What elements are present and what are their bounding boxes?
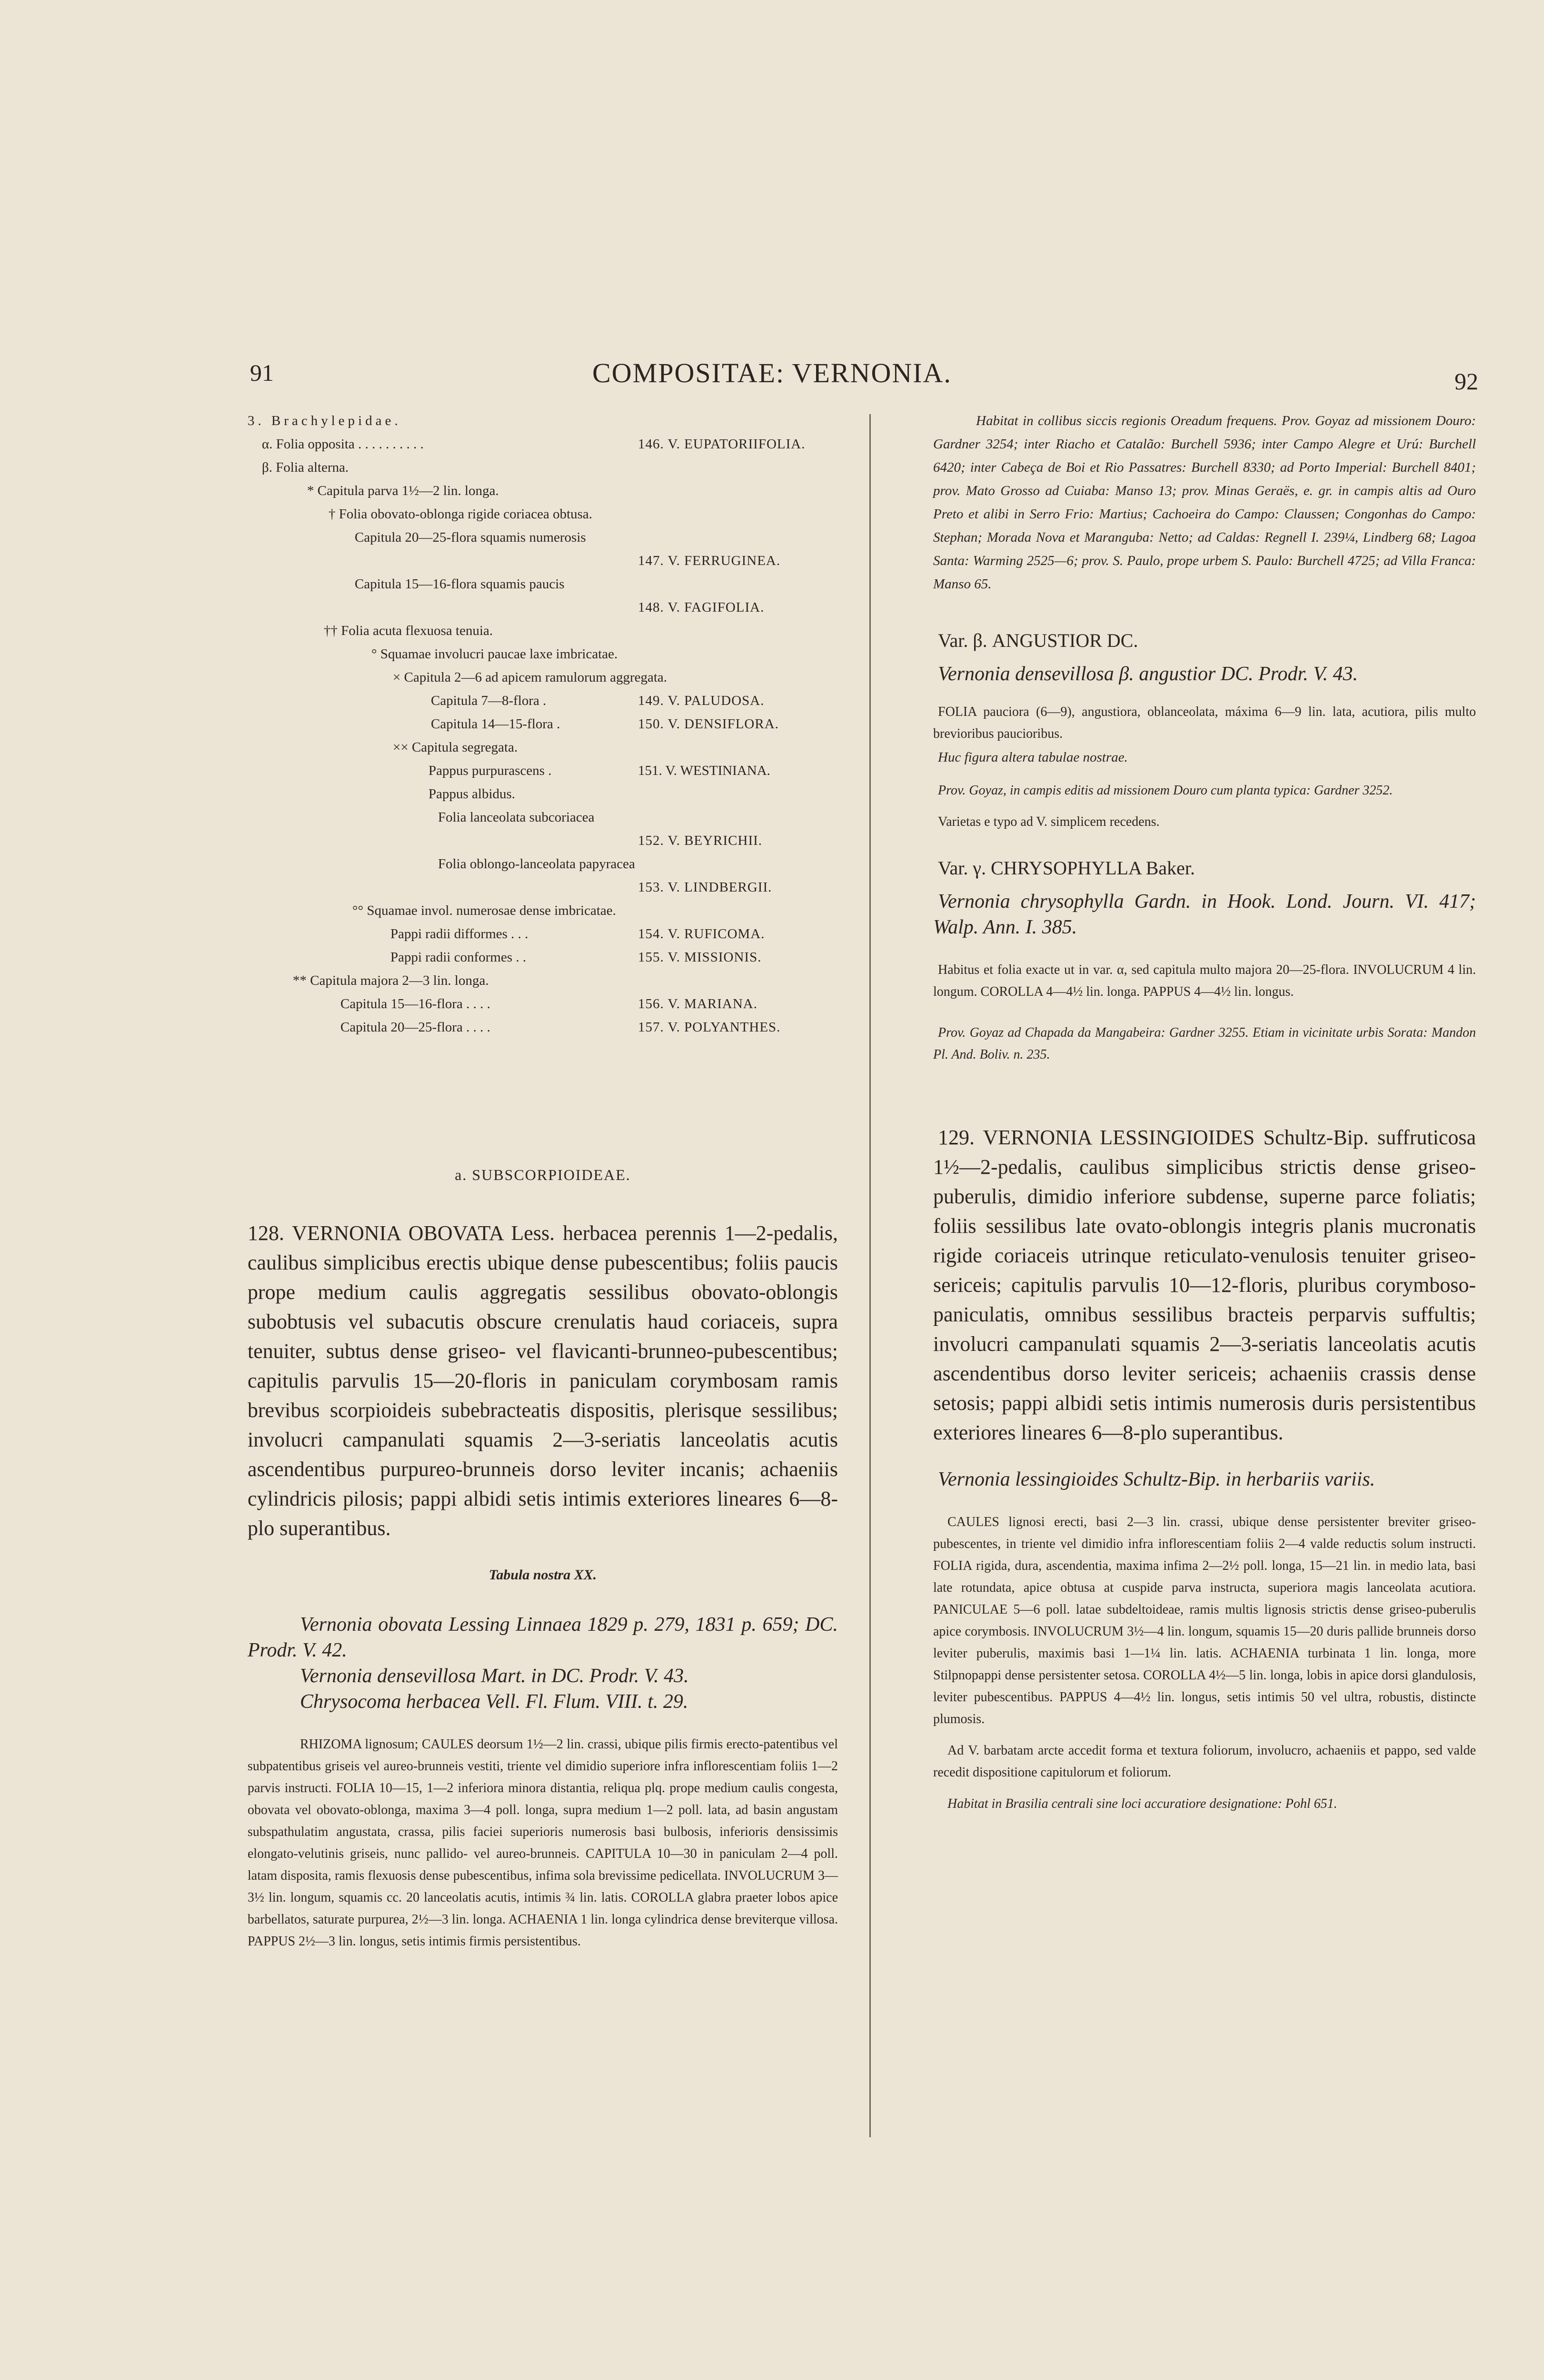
variety-beta-province: Prov. Goyaz, in campis editis ad missionem Douro cum planta typica: Gardner 3252.	[938, 783, 1393, 798]
key-line: ** Capitula majora 2—3 lin. longa.	[293, 973, 489, 988]
key-ref: 154. V. RUFICOMA.	[638, 926, 765, 942]
variety-beta-note: Varietas e typo ad V. simplicem recedens.	[938, 814, 1160, 829]
species-129-morphology: CAULES lignosi erecti, basi 2—3 lin. crassi, ubique dense persistenter breviter griseo-pubescentes, in triente vel dimidio infra inflorescentiam foliis 2—4 valde reductis solum instructi. FOLIA rigida, dura, ascendentia, maxima infima 2—2½ poll. longa, 15—21 lin. in medio lata, basi late rotundata, apice obtusa at cuspide parva instructa, superiora magis lanceolata acutiora. PANICULAE 5—6 poll. latae subdeltoideae, ramis multis lignosis strictis dense griseo-puberulis apice corymbosis. INVOLUCRUM 3½—4 lin. longum, squamis 15—20 duris pallide brunneis dorso leviter puberulis, maximis basi 1—1¼ lin. latis. ACHAENIA turbinata 1 lin. longa, more Stilpnopappi dense persistenter setosa. COROLLA 4½—5 lin. longa, lobis in apice dorsi glandulosis, leviter pubescentibus. PAPPUS 4—4½ lin. longus, setis intimis 50 vel ultra, robustis, distincte plumosis.	[933, 1515, 1476, 1726]
species-128-description: 128. VERNONIA OBOVATA Less. herbacea perennis 1—2-pedalis, caulibus simplicibus erectis ubique dense pubescentibus; foliis paucis prope medium caulis aggregatis sessilibus obovato-oblongis subobtusis vel subacutis obscure crenulatis haud coriaceis, supra tenuiter, subtus dense griseo- vel flavicanti-brunneo-pubescentibus; capitulis parvulis 15—20-floris in paniculam corymbosam ramis brevibus scorpioideis subebracteatis dispositis, plerisque sessilibus; involucri campanulati squamis 2—3-seriatis lanceolatis acutis ascendentibus purpureo-brunneis dorso leviter incanis; achaeniis cylindricis pilosis; pappi albidi setis intimis exteriores lineares 6—8-plo superantibus.	[248, 1221, 838, 1540]
key-line: ×× Capitula segregata.	[393, 740, 518, 755]
key-line: ° Squamae involucri paucae laxe imbricatae.	[371, 646, 618, 662]
key-ref: 156. V. MARIANA.	[638, 996, 757, 1012]
key-line: Folia oblongo-lanceolata papyracea	[438, 856, 635, 872]
key-line: Capitula 14—15-flora .	[431, 716, 560, 732]
species-129-description: 129. VERNONIA LESSINGIOIDES Schultz-Bip. suffruticosa 1½—2-pedalis, caulibus simplicibus strictis dense griseo-puberulis, dimidio inferiore subdense, superne parce foliatis; foliis sessilibus late ovato-oblongis integris planis mucronatis rigide coriaceis utrinque reticulato-venulosis tenuiter griseo-sericeis; capitulis parvulis 10—12-floris, pluribus corymboso-paniculatis, omnibus sessilibus bracteis perparvis suffultis; involucri campanulati squamis 2—3-seriatis lanceolatis acutis ascendentibus dorso leviter sericeis; achaeniis crassis dense setosis; pappi albidi setis intimis numerosis duris persistentibus exteriores lineares 6—8-plo superantibus.	[933, 1126, 1476, 1444]
synonym: Vernonia densevillosa Mart. in DC. Prodr. V. 43.	[300, 1665, 689, 1687]
page-number-right: 92	[1454, 368, 1478, 395]
section-title: a. SUBSCORPIOIDEAE.	[455, 1166, 631, 1183]
key-ref: 155. V. MISSIONIS.	[638, 950, 762, 965]
key-line: Folia lanceolata subcoriacea	[438, 810, 595, 825]
variety-gamma-description: Habitus et folia exacte ut in var. α, sed capitula multo majora 20—25-flora. INVOLUCRUM 4 lin. longum. COROLLA 4—4½ lin. longa. PAPPUS 4—4½ lin. longus.	[933, 962, 1476, 999]
key-ref: 152. V. BEYRICHII.	[638, 833, 763, 848]
variety-gamma-title: Var. γ. CHRYSOPHYLLA Baker.	[938, 857, 1195, 879]
key-ref: 146. V. EUPATORIIFOLIA.	[638, 436, 806, 452]
synonym: Chrysocoma herbacea Vell. Fl. Flum. VIII. t. 29.	[300, 1691, 688, 1713]
key-ref: 151. V. WESTINIANA.	[638, 763, 770, 778]
key-line: † Folia obovato-oblonga rigide coriacea obtusa.	[329, 506, 593, 522]
species-129-note: Ad V. barbatam arcte accedit forma et textura foliorum, involucro, achaeniis et pappo, sed valde recedit dispositione capitulorum et foliorum.	[933, 1743, 1476, 1780]
page-number-left: 91	[250, 359, 274, 386]
synonym: Vernonia obovata Lessing Linnaea 1829 p. 279, 1831 p. 659; DC. Prodr. V. 42.	[248, 1614, 838, 1661]
key-line: * Capitula parva 1½—2 lin. longa.	[307, 483, 499, 498]
right-column	[933, 409, 1476, 1815]
key-ref: 153. V. LINDBERGII.	[638, 880, 772, 895]
running-title: COMPOSITAE: VERNONIA.	[592, 357, 952, 388]
key-line: 3. Brachylepidae.	[248, 413, 401, 428]
column-divider	[869, 414, 871, 2137]
key-line: Capitula 15—16-flora . . . .	[340, 996, 490, 1012]
key-line: Pappi radii conformes . .	[390, 950, 527, 965]
variety-gamma-province: Prov. Goyaz ad Chapada da Mangabeira: Gardner 3255. Etiam in vicinitate urbis Sorata: Mandon Pl. And. Boliv. n. 235.	[933, 1025, 1476, 1062]
key-line: °° Squamae invol. numerosae dense imbricatae.	[352, 903, 616, 918]
key-ref: 147. V. FERRUGINEA.	[638, 553, 781, 568]
key-line: †† Folia acuta flexuosa tenuia.	[324, 623, 493, 638]
plate-reference: Tabula nostra XX.	[488, 1567, 597, 1583]
left-column	[248, 1166, 838, 1953]
key-ref: 150. V. DENSIFLORA.	[638, 716, 779, 732]
key-line: β. Folia alterna.	[262, 460, 349, 475]
variety-beta-description: FOLIA pauciora (6—9), angustiora, oblanceolata, máxima 6—9 lin. lata, acutiora, pilis multo brevioribus paucioribus.	[933, 704, 1476, 741]
variety-beta-title: Var. β. ANGUSTIOR DC.	[938, 630, 1138, 651]
habitat-129: Habitat in Brasilia centrali sine loci accuratiore designatione: Pohl 651.	[947, 1796, 1337, 1811]
key-ref: 157. V. POLYANTHES.	[638, 1020, 781, 1035]
variety-beta-figure: Huc figura altera tabulae nostrae.	[938, 750, 1128, 765]
variety-gamma-synonym: Vernonia chrysophylla Gardn. in Hook. Lond. Journ. VI. 417; Walp. Ann. I. 385.	[933, 891, 1476, 938]
key-line: Pappi radii difformes . . .	[390, 926, 528, 942]
key-ref: 149. V. PALUDOSA.	[638, 693, 765, 708]
page-header	[0, 357, 1544, 395]
key-line: Capitula 20—25-flora . . . .	[340, 1020, 490, 1035]
variety-beta-synonym: Vernonia densevillosa β. angustior DC. Prodr. V. 43.	[938, 663, 1358, 685]
habitat-128: Habitat in collibus siccis regionis Oreadum frequens. Prov. Goyaz ad missionem Douro: Gardner 3254; inter Riacho et Catalão: Burchell 5936; inter Campo Alegre et Urú: Burchell 6420; inter Cabeça de Boi et Rio Passatres: Burchell 8330; ad Porto Imperial: Burchell 8401; prov. Mato Grosso ad Cuiaba: Manso 13; prov. Minas Geraës, e. gr. in campis altis ad Ouro Preto et alibi in Serro Frio: Martius; Cachoeira do Campo: Claussen; Congonhas do Campo: Stephan; Morada Nova et Maranguba: Netto; ad Caldas: Regnell I. 239¼, Lindberg 68; Lagoa Santa: Warming 2525—6; prov. S. Paulo, prope urbem S. Paulo: Burchell 4725; ad Villa Franca: Manso 65.	[933, 413, 1476, 592]
key-line: Capitula 15—16-flora squamis paucis	[355, 576, 565, 592]
key-ref: 148. V. FAGIFOLIA.	[638, 600, 765, 615]
key-line: × Capitula 2—6 ad apicem ramulorum aggregata.	[393, 670, 667, 685]
key-line: Pappus albidus.	[428, 786, 516, 802]
key-line: Capitula 7—8-flora .	[431, 693, 547, 708]
key-line: α. Folia opposita . . . . . . . . . .	[262, 436, 424, 452]
key-line: Pappus purpurascens .	[428, 763, 552, 778]
species-128-morphology: RHIZOMA lignosum; CAULES deorsum 1½—2 lin. crassi, ubique pilis firmis erecto-patentibus vel subpatentibus griseis vel aureo-brunneis vestiti, triente vel dimidio superiore infra inflorescentiam foliis 1—2 parvis instructi. FOLIA 10—15, 1—2 inferiora minora distantia, reliqua plq. prope medium caulis congesta, obovata vel obovato-oblonga, maxima 3—4 poll. longa, supra medium 1—2 poll. lata, ad basin angustam subspathulatim angustata, crassa, pilis faciei superioris numerosis basi bulbosis, inferioris densissimis elongato-velutinis griseis, nunc pallido- vel aureo-brunneis. CAPITULA 10—30 in paniculam 2—4 poll. latam disposita, ramis flexuosis dense pubescentibus, infima sola brevissime pedicellata. INVOLUCRUM 3—3½ lin. longum, squamis cc. 20 lanceolatis acutis, intimis ¾ lin. latis. COROLLA glabra praeter lobos apice barbellatos, saturate purpurea, 2½—3 lin. longa. ACHAENIA 1 lin. longa cylindrica dense breviterque villosa. PAPPUS 2½—3 lin. longus, setis intimis firmis persistentibus.	[248, 1737, 838, 1949]
key-line: Capitula 20—25-flora squamis numerosis	[355, 530, 586, 545]
synonym-129: Vernonia lessingioides Schultz-Bip. in herbariis variis.	[938, 1468, 1375, 1490]
